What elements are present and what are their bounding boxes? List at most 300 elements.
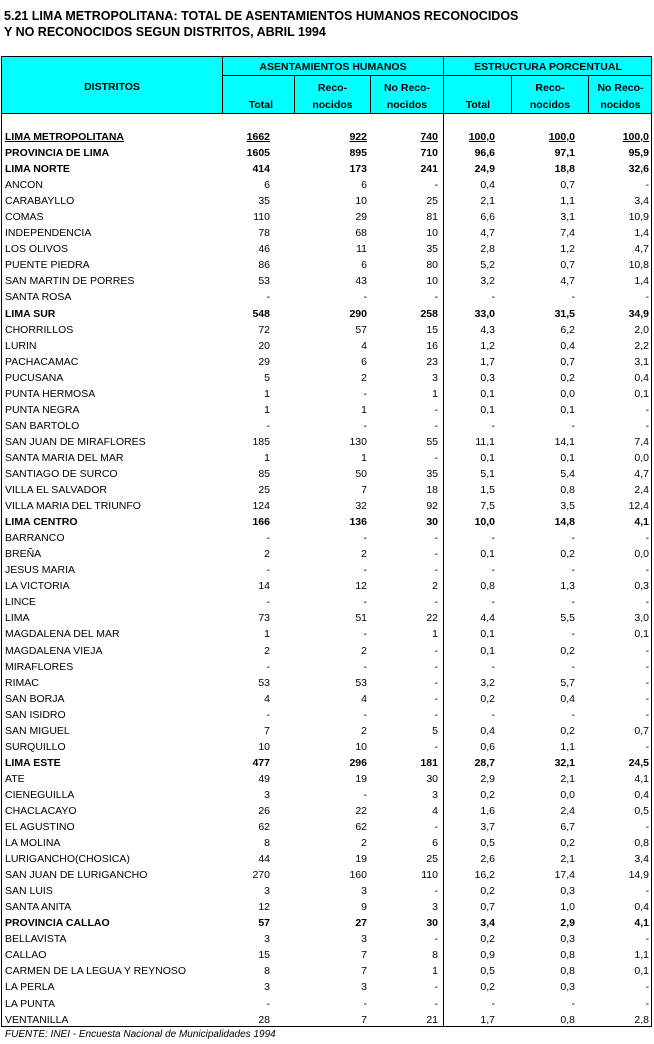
- district-name: PUNTA HERMOSA: [5, 387, 96, 400]
- table-row: [2, 787, 652, 803]
- cell-value: 96,6: [474, 147, 495, 160]
- cell-value: 166: [252, 516, 270, 529]
- district-name: LOS OLIVOS: [5, 243, 69, 256]
- cell-value: 62: [258, 821, 270, 834]
- cell-value: 0,7: [634, 724, 649, 737]
- cell-value: 1,7: [480, 355, 495, 368]
- cell-value: 0,1: [480, 628, 495, 641]
- cell-value: 0,4: [634, 788, 649, 801]
- cell-value: 10: [258, 740, 270, 753]
- cell-value: 26: [258, 804, 270, 817]
- cell-value: 55: [426, 435, 438, 448]
- cell-value: 10,8: [628, 259, 649, 272]
- cell-value: 100,0: [548, 131, 575, 143]
- cell-value: 19: [355, 853, 367, 866]
- cell-value: -: [645, 179, 649, 192]
- district-name: LIMA SUR: [5, 307, 56, 320]
- cell-value: 0,5: [634, 804, 649, 817]
- cell-value: -: [645, 532, 649, 545]
- cell-value: 2,4: [634, 484, 649, 497]
- cell-value: 6,6: [480, 211, 495, 224]
- cell-value: -: [491, 532, 495, 545]
- district-name: PUCUSANA: [5, 371, 64, 384]
- cell-value: 1,4: [634, 227, 649, 240]
- cell-value: 0,0: [560, 788, 575, 801]
- district-name: MAGDALENA VIEJA: [5, 644, 103, 657]
- cell-value: 11,1: [475, 435, 495, 448]
- cell-value: -: [571, 419, 575, 432]
- table-row: [2, 675, 652, 691]
- cell-value: 0,1: [480, 548, 495, 561]
- cell-value: 0,2: [560, 644, 575, 657]
- cell-value: 3: [432, 371, 438, 384]
- cell-value: -: [266, 419, 270, 432]
- cell-value: 12,4: [628, 500, 649, 513]
- cell-value: 95,9: [628, 147, 649, 160]
- cell-value: 20: [258, 339, 270, 352]
- cell-value: -: [363, 564, 367, 577]
- cell-value: -: [266, 997, 270, 1010]
- cell-value: 0,4: [560, 692, 575, 705]
- cell-value: -: [491, 660, 495, 673]
- cell-value: -: [363, 788, 367, 801]
- cell-value: 32: [355, 500, 367, 513]
- district-name: CARMEN DE LA LEGUA Y REYNOSO: [5, 965, 187, 978]
- district-name: LIMA ESTE: [5, 756, 61, 769]
- cell-value: 6: [361, 179, 367, 192]
- cell-value: -: [363, 387, 367, 400]
- header-no-reconocidos-2-line-a: No Reco-: [597, 82, 644, 94]
- cell-value: 548: [252, 307, 270, 320]
- cell-value: 6,2: [560, 323, 575, 336]
- district-name: LA VICTORIA: [5, 580, 70, 593]
- cell-value: -: [434, 997, 438, 1010]
- header-distritos: DISTRITOS: [84, 81, 140, 93]
- header-reconocidos-2: [512, 82, 588, 111]
- cell-value: 2,1: [480, 195, 495, 208]
- cell-value: 100,0: [622, 131, 649, 143]
- cell-value: 1: [432, 387, 438, 400]
- table-row: [2, 514, 652, 530]
- cell-value: -: [266, 596, 270, 609]
- header-no-reconocidos-1: [371, 82, 443, 111]
- cell-value: -: [363, 660, 367, 673]
- cell-value: -: [645, 885, 649, 898]
- cell-value: -: [434, 644, 438, 657]
- cell-value: 5: [432, 724, 438, 737]
- cell-value: 0,7: [560, 179, 575, 192]
- table-row: [2, 386, 652, 402]
- cell-value: 110: [421, 869, 438, 882]
- cell-value: 2,8: [634, 1013, 649, 1026]
- table-row: [2, 562, 652, 578]
- cell-value: 7: [361, 1013, 367, 1026]
- cell-value: 43: [355, 275, 367, 288]
- table-row: [2, 338, 652, 354]
- cell-value: 32,6: [628, 163, 649, 176]
- cell-value: 28: [258, 1013, 270, 1026]
- cell-value: 3: [432, 901, 438, 914]
- table-row: [2, 498, 652, 514]
- cell-value: 86: [258, 259, 270, 272]
- cell-value: 1,3: [560, 580, 575, 593]
- cell-value: 0,1: [480, 644, 495, 657]
- cell-value: 53: [258, 676, 270, 689]
- cell-value: -: [266, 708, 270, 721]
- cell-value: 2,8: [480, 243, 495, 256]
- header-total-2: Total: [465, 99, 490, 111]
- cell-value: 0,4: [480, 724, 495, 737]
- cell-value: 0,9: [480, 949, 495, 962]
- cell-value: -: [434, 532, 438, 545]
- district-name: VILLA MARIA DEL TRIUNFO: [5, 500, 141, 513]
- district-name: SURQUILLO: [5, 740, 66, 753]
- cell-value: 0,7: [560, 355, 575, 368]
- cell-value: 51: [355, 612, 367, 625]
- district-name: CIENEGUILLA: [5, 788, 75, 801]
- cell-value: 4: [361, 339, 367, 352]
- cell-value: 2: [361, 837, 367, 850]
- table-row: [2, 739, 652, 755]
- cell-value: 1,1: [560, 195, 575, 208]
- cell-value: 85: [258, 467, 270, 480]
- cell-value: -: [434, 933, 438, 946]
- cell-value: 0,3: [560, 933, 575, 946]
- cell-value: 50: [355, 467, 367, 480]
- cell-value: 30: [426, 772, 438, 785]
- cell-value: 72: [258, 323, 270, 336]
- cell-value: 4,4: [480, 612, 495, 625]
- table-row: [2, 771, 652, 787]
- cell-value: 740: [420, 131, 438, 143]
- cell-value: -: [434, 692, 438, 705]
- cell-value: -: [491, 708, 495, 721]
- cell-value: 8: [264, 965, 270, 978]
- table-row: [2, 241, 652, 257]
- cell-value: 5,5: [560, 612, 575, 625]
- cell-value: 136: [349, 516, 367, 529]
- cell-value: 1662: [246, 131, 270, 143]
- cell-value: 49: [258, 772, 270, 785]
- cell-value: 124: [252, 500, 270, 513]
- cell-value: 3: [264, 981, 270, 994]
- district-name: LIMA METROPOLITANA: [5, 131, 124, 143]
- table-row: [2, 306, 652, 322]
- header-no-reconocidos-2-line-b: nocidos: [600, 99, 641, 111]
- cell-value: 3: [264, 788, 270, 801]
- district-name: SAN BORJA: [5, 692, 65, 705]
- cell-value: 15: [426, 323, 438, 336]
- cell-value: 0,6: [480, 740, 495, 753]
- district-name: COMAS: [5, 211, 44, 224]
- cell-value: -: [363, 628, 367, 641]
- cell-value: 97,1: [554, 147, 575, 160]
- cell-value: 24,5: [628, 756, 649, 769]
- cell-value: 5,4: [560, 467, 575, 480]
- cell-value: -: [571, 708, 575, 721]
- district-name: SAN BARTOLO: [5, 419, 80, 432]
- cell-value: 14,1: [554, 435, 575, 448]
- cell-value: 4,7: [560, 275, 575, 288]
- cell-value: 34,9: [628, 307, 649, 320]
- cell-value: -: [434, 740, 438, 753]
- table-row: [2, 273, 652, 289]
- cell-value: -: [491, 419, 495, 432]
- district-name: PUNTA NEGRA: [5, 403, 80, 416]
- cell-value: -: [491, 997, 495, 1010]
- cell-value: 4,7: [634, 467, 649, 480]
- cell-value: 14: [258, 580, 270, 593]
- table-row: [2, 819, 652, 835]
- district-name: SANTA MARIA DEL MAR: [5, 451, 124, 464]
- cell-value: 3: [264, 885, 270, 898]
- cell-value: 2,1: [560, 772, 575, 785]
- cell-value: 4,3: [480, 323, 495, 336]
- district-name: ANCON: [5, 179, 43, 192]
- cell-value: 2,4: [560, 804, 575, 817]
- header-total-1: Total: [248, 99, 273, 111]
- district-name: SAN MARTIN DE PORRES: [5, 275, 135, 288]
- cell-value: 1,5: [480, 484, 495, 497]
- cell-value: 0,4: [480, 179, 495, 192]
- table-row: [2, 354, 652, 370]
- cell-value: 53: [355, 676, 367, 689]
- cell-value: 0,7: [560, 259, 575, 272]
- cell-value: -: [571, 564, 575, 577]
- cell-value: -: [434, 708, 438, 721]
- cell-value: 7,4: [634, 435, 649, 448]
- cell-value: 2,2: [634, 339, 649, 352]
- cell-value: -: [434, 596, 438, 609]
- cell-value: -: [645, 997, 649, 1010]
- cell-value: 30: [426, 917, 438, 930]
- table-row: [2, 450, 652, 466]
- title-line-1: 5.21 LIMA METROPOLITANA: TOTAL DE ASENTAMIENTOS HUMANOS RECONOCIDOS: [4, 9, 519, 23]
- cell-value: 15: [258, 949, 270, 962]
- table-row: [2, 979, 652, 995]
- cell-value: -: [266, 291, 270, 304]
- cell-value: 2: [264, 644, 270, 657]
- cell-value: -: [434, 676, 438, 689]
- cell-value: -: [645, 419, 649, 432]
- cell-value: 1,2: [480, 339, 495, 352]
- cell-value: 0,2: [480, 981, 495, 994]
- cell-value: 7,5: [480, 500, 495, 513]
- cell-value: 173: [349, 163, 367, 176]
- cell-value: 35: [258, 195, 270, 208]
- cell-value: 2,0: [634, 323, 649, 336]
- cell-value: 18,8: [554, 163, 575, 176]
- table-row: [2, 161, 652, 177]
- cell-value: 181: [420, 756, 438, 769]
- cell-value: 0,5: [480, 965, 495, 978]
- table-row: [2, 322, 652, 338]
- table-row: [2, 947, 652, 963]
- cell-value: 0,8: [560, 484, 575, 497]
- cell-value: 25: [426, 195, 438, 208]
- cell-value: 0,7: [480, 901, 495, 914]
- cell-value: 922: [349, 131, 367, 143]
- district-name: LIMA NORTE: [5, 163, 70, 176]
- district-name: MIRAFLORES: [5, 660, 74, 673]
- cell-value: 1: [432, 965, 438, 978]
- cell-value: -: [363, 596, 367, 609]
- cell-value: 110: [253, 211, 270, 224]
- cell-value: 100,0: [468, 131, 495, 143]
- header-reconocidos-2-line-a: Reco-: [535, 82, 565, 94]
- cell-value: 2,9: [480, 772, 495, 785]
- cell-value: 2,6: [480, 853, 495, 866]
- header-asentamientos-humanos: ASENTAMIENTOS HUMANOS: [259, 61, 407, 73]
- cell-value: 7,4: [560, 227, 575, 240]
- cell-value: 3,4: [634, 853, 649, 866]
- cell-value: 10: [355, 740, 367, 753]
- header-reconocidos-1: [295, 82, 370, 111]
- cell-value: 80: [426, 259, 438, 272]
- cell-value: 2: [361, 371, 367, 384]
- cell-value: 22: [426, 612, 438, 625]
- cell-value: -: [571, 596, 575, 609]
- table-row: [2, 225, 652, 241]
- cell-value: -: [645, 933, 649, 946]
- district-name: SANTIAGO DE SURCO: [5, 467, 118, 480]
- cell-value: 241: [420, 163, 438, 176]
- cell-value: 3: [361, 933, 367, 946]
- cell-value: 10: [355, 195, 367, 208]
- cell-value: 6,7: [560, 821, 575, 834]
- cell-value: 3: [361, 885, 367, 898]
- table-row: [2, 257, 652, 273]
- cell-value: 0,0: [560, 387, 575, 400]
- cell-value: 0,1: [480, 403, 495, 416]
- cell-value: 3,4: [480, 917, 495, 930]
- cell-value: 3,1: [560, 211, 575, 224]
- cell-value: -: [491, 564, 495, 577]
- cell-value: 46: [258, 243, 270, 256]
- cell-value: 0,2: [480, 885, 495, 898]
- cell-value: 22: [355, 804, 367, 817]
- cell-value: 8: [432, 949, 438, 962]
- cell-value: -: [363, 291, 367, 304]
- table-row: [2, 578, 652, 594]
- table-row: [2, 851, 652, 867]
- cell-value: 17,4: [554, 869, 575, 882]
- cell-value: 7: [361, 949, 367, 962]
- cell-value: -: [645, 692, 649, 705]
- table-row: [2, 803, 652, 819]
- cell-value: 24,9: [474, 163, 495, 176]
- cell-value: 2: [361, 548, 367, 561]
- district-name: SAN JUAN DE LURIGANCHO: [5, 869, 148, 882]
- cell-value: 2,1: [560, 853, 575, 866]
- district-name: LURIN: [5, 339, 37, 352]
- district-name: LIMA CENTRO: [5, 516, 78, 529]
- district-name: PUENTE PIEDRA: [5, 259, 90, 272]
- source-note: FUENTE: INEI - Encuesta Nacional de Municipalidades 1994: [5, 1029, 276, 1040]
- cell-value: 1,7: [480, 1013, 495, 1026]
- cell-value: 29: [355, 211, 367, 224]
- table-row: [2, 209, 652, 225]
- cell-value: 1,6: [480, 804, 495, 817]
- table-row: [2, 707, 652, 723]
- table-row: [2, 434, 652, 450]
- cell-value: 1,1: [560, 740, 575, 753]
- cell-value: 477: [252, 756, 270, 769]
- cell-value: 0,8: [480, 580, 495, 593]
- cell-value: 33,0: [474, 307, 495, 320]
- cell-value: -: [571, 997, 575, 1010]
- cell-value: 7: [264, 724, 270, 737]
- cell-value: 3,4: [634, 195, 649, 208]
- cell-value: 5,7: [560, 676, 575, 689]
- cell-value: 0,3: [560, 885, 575, 898]
- cell-value: 6: [361, 355, 367, 368]
- cell-value: -: [434, 419, 438, 432]
- cell-value: 68: [355, 227, 367, 240]
- table-row: [2, 418, 652, 434]
- table-row: [2, 996, 652, 1012]
- cell-value: 895: [349, 147, 367, 160]
- cell-value: 160: [349, 869, 367, 882]
- cell-value: -: [645, 821, 649, 834]
- cell-value: 8: [264, 837, 270, 850]
- cell-value: -: [434, 548, 438, 561]
- cell-value: 2: [361, 644, 367, 657]
- cell-value: -: [645, 660, 649, 673]
- cell-value: -: [645, 403, 649, 416]
- cell-value: -: [434, 660, 438, 673]
- cell-value: 28,7: [474, 756, 495, 769]
- table-row: [2, 643, 652, 659]
- district-name: CARABAYLLO: [5, 195, 75, 208]
- cell-value: 4,1: [634, 516, 649, 529]
- cell-value: 0,2: [480, 788, 495, 801]
- cell-value: 10,0: [474, 516, 495, 529]
- cell-value: 1: [432, 628, 438, 641]
- cell-value: -: [434, 451, 438, 464]
- cell-value: -: [645, 708, 649, 721]
- cell-value: 2,9: [560, 917, 575, 930]
- cell-value: 0,3: [560, 981, 575, 994]
- cell-value: 35: [426, 243, 438, 256]
- district-name: SANTA ROSA: [5, 291, 72, 304]
- cell-value: 4,1: [634, 772, 649, 785]
- cell-value: -: [434, 179, 438, 192]
- cell-value: 25: [426, 853, 438, 866]
- header-estructura-porcentual: ESTRUCTURA PORCENTUAL: [474, 61, 622, 73]
- district-name: SAN ISIDRO: [5, 708, 66, 721]
- table-body: [2, 129, 652, 1027]
- cell-value: 0,4: [634, 901, 649, 914]
- cell-value: 1,2: [560, 243, 575, 256]
- cell-value: 4,7: [480, 227, 495, 240]
- cell-value: -: [434, 981, 438, 994]
- cell-value: 7: [361, 965, 367, 978]
- cell-value: 3: [361, 981, 367, 994]
- cell-value: 3: [432, 788, 438, 801]
- cell-value: -: [645, 676, 649, 689]
- table-title: [4, 8, 644, 40]
- cell-value: 1: [264, 403, 270, 416]
- table-row: [2, 546, 652, 562]
- cell-value: 4: [361, 692, 367, 705]
- cell-value: 81: [426, 211, 438, 224]
- cell-value: 1605: [246, 147, 270, 160]
- cell-value: -: [491, 596, 495, 609]
- cell-value: 1: [264, 628, 270, 641]
- cell-value: 14,8: [554, 516, 575, 529]
- cell-value: 2: [264, 548, 270, 561]
